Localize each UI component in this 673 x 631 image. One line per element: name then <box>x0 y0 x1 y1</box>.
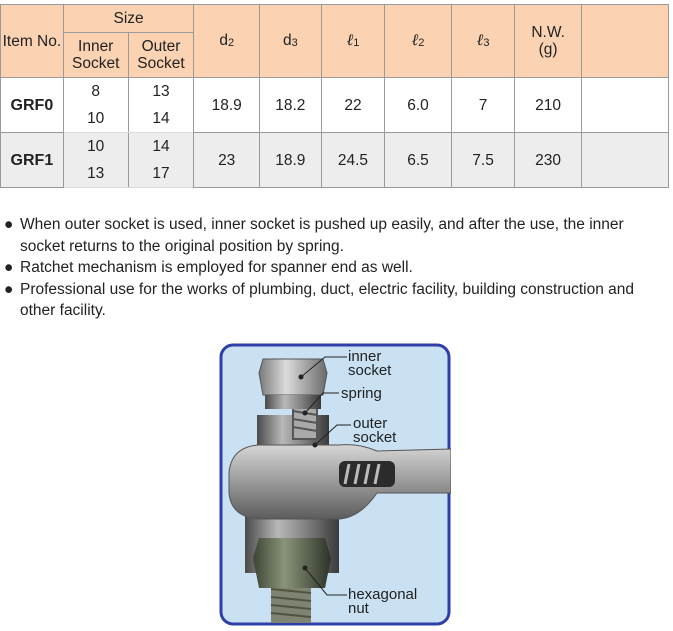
nw-cell: 210 <box>515 78 582 133</box>
header-blank <box>581 5 668 78</box>
label-inner-socket-1: inner <box>348 348 382 365</box>
label-inner-socket-2: socket <box>348 362 392 379</box>
header-d2-sym: d <box>219 31 228 49</box>
l2-cell: 6.5 <box>385 133 452 188</box>
note-item <box>4 214 670 257</box>
blank-cell <box>581 78 668 133</box>
label-hex-nut-2: nut <box>348 600 369 617</box>
header-d3-sub: 3 <box>291 36 298 49</box>
feature-notes <box>4 214 670 322</box>
header-l3-sub: 3 <box>483 37 490 49</box>
l1-cell: 22 <box>321 78 385 133</box>
header-l3-sym: ℓ <box>476 30 484 49</box>
d2-cell: 18.9 <box>194 78 260 133</box>
bullet-icon: ● <box>4 280 14 298</box>
wrench-socket-illustration <box>219 343 451 626</box>
header-l2 <box>385 5 452 78</box>
nw-cell: 230 <box>515 133 582 188</box>
l3-cell: 7.5 <box>451 133 515 188</box>
inner-socket-cell: 13 <box>63 160 128 188</box>
l2-cell: 6.0 <box>385 78 452 133</box>
table-row <box>1 133 669 161</box>
note-item <box>4 279 670 322</box>
item-no-cell: GRF0 <box>1 78 64 133</box>
d2-cell: 23 <box>194 133 260 188</box>
inner-socket-cell: 10 <box>63 133 128 161</box>
note-item <box>4 257 670 279</box>
note-text: Professional use for the works of plumbing, duct, electric facility, building construction and other facility. <box>20 280 634 319</box>
spec-table <box>0 4 669 188</box>
header-l2-sub: 2 <box>418 37 425 49</box>
d3-cell: 18.2 <box>260 78 322 133</box>
label-outer-socket-1: outer <box>353 415 388 432</box>
header-d3-sym: d <box>282 31 292 49</box>
bullet-icon: ● <box>4 216 14 233</box>
bullet-icon: ● <box>4 259 14 276</box>
outer-socket-cell: 14 <box>128 105 194 133</box>
header-inner-socket: Inner Socket <box>63 33 128 78</box>
inner-socket-cell: 10 <box>63 105 128 133</box>
outer-socket-cell: 17 <box>128 160 194 188</box>
l3-cell: 7 <box>451 78 515 133</box>
inner-socket-cell: 8 <box>63 78 128 106</box>
header-l3 <box>451 5 515 78</box>
outer-socket-cell: 14 <box>128 133 194 161</box>
label-hex-nut-1: hexagonal <box>348 586 418 603</box>
l1-cell: 24.5 <box>321 133 385 188</box>
note-text: Ratchet mechanism is employed for spanner end as well. <box>20 259 413 276</box>
item-no-cell: GRF1 <box>1 133 64 188</box>
label-outer-socket-2: socket <box>353 429 397 446</box>
header-l1 <box>321 5 385 78</box>
header-outer-socket: Outer Socket <box>128 33 194 78</box>
blank-cell <box>581 133 668 188</box>
hex-nut-shape <box>253 538 331 588</box>
outer-socket-cell: 13 <box>128 78 194 106</box>
table-row <box>1 78 669 106</box>
header-d3 <box>260 5 322 78</box>
header-l1-sym: ℓ <box>346 30 354 49</box>
header-nw: N.W. (g) <box>515 5 582 78</box>
product-figure <box>219 343 451 626</box>
note-text: When outer socket is used, inner socket is pushed up easily, and after the use, the inner socket returns to the original position by spring. <box>20 216 624 255</box>
header-d2-sub: 2 <box>227 36 235 49</box>
label-spring: spring <box>341 385 382 402</box>
d3-cell: 18.9 <box>260 133 322 188</box>
header-d2 <box>194 5 260 78</box>
header-l1-sub: 1 <box>353 37 360 49</box>
header-l2-sym: ℓ <box>411 30 419 49</box>
header-size: Size <box>63 5 194 33</box>
header-item-no: Item No. <box>1 5 64 78</box>
